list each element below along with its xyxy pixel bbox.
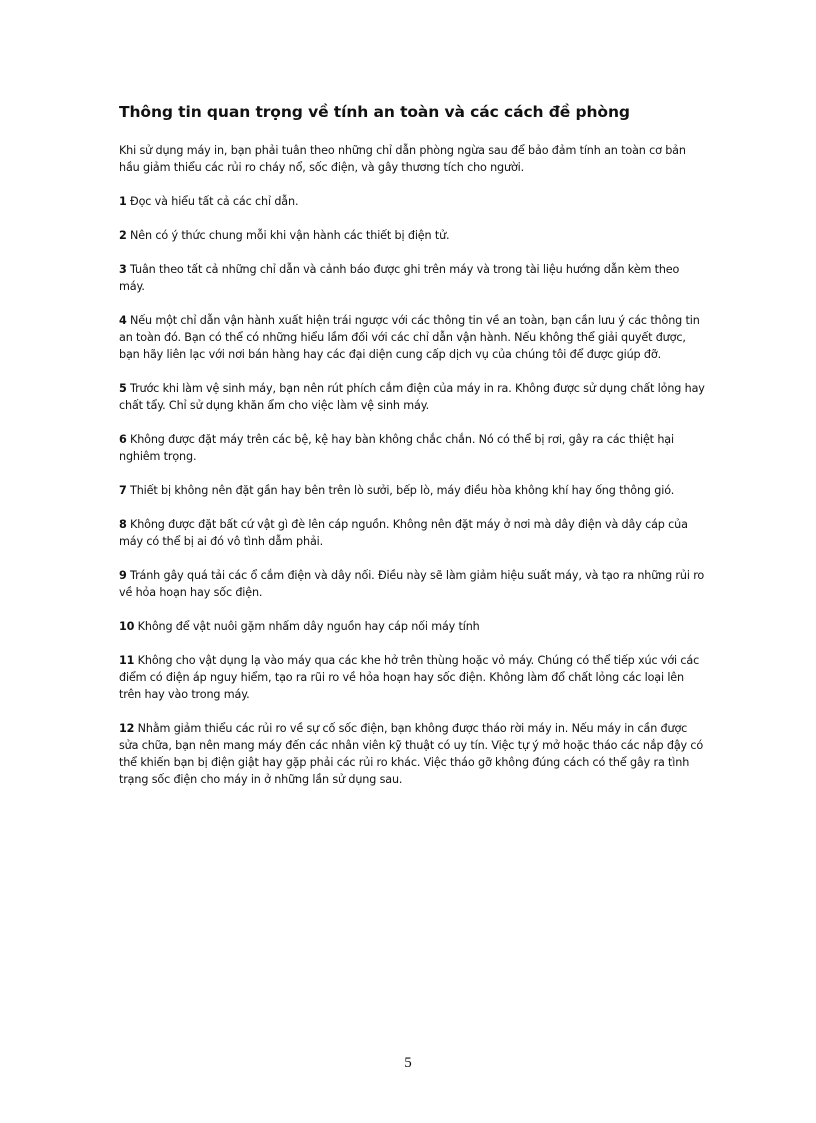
safety-item-8 xyxy=(119,516,705,550)
safety-item-7 xyxy=(119,482,705,499)
safety-item-6 xyxy=(119,431,705,465)
item-text: Tuân theo tất cả những chỉ dẫn và cảnh báo được ghi trên máy và trong tài liệu hướng dẫn kèm theo máy. xyxy=(119,263,680,293)
item-text: Nhằm giảm thiểu các rủi ro về sự cố sốc điện, bạn không được tháo rời máy in. Nếu máy in cần được sửa chữa, bạn nên mang máy đến các nhân viên kỹ thuật có uy tín. Việc tự ý mở hoặc tháo các nắp đậy có thể khiến bạn bị điện giật hay gặp phải các rủi ro khác. Việc tháo gỡ không đúng cách có thể gây ra tình trạng sốc điện cho máy in ở những lần sử dụng sau. xyxy=(119,722,704,786)
item-text: Không được đặt bất cứ vật gì đè lên cáp nguồn. Không nên đặt máy ở nơi mà dây điện và dây cáp của máy có thể bị ai đó vô tình dẫm phải. xyxy=(119,518,688,548)
item-number: 7 xyxy=(119,484,127,497)
safety-item-2 xyxy=(119,227,705,244)
item-text: Không để vật nuôi gặm nhấm dây nguồn hay cáp nối máy tính xyxy=(134,620,480,633)
page-number: 5 xyxy=(404,1055,412,1071)
item-number: 2 xyxy=(119,229,127,242)
item-number: 6 xyxy=(119,433,127,446)
item-number: 11 xyxy=(119,654,135,667)
safety-item-1 xyxy=(119,193,705,210)
item-number: 10 xyxy=(119,620,135,633)
item-number: 3 xyxy=(119,263,127,276)
item-number: 4 xyxy=(119,314,127,327)
item-number: 1 xyxy=(119,195,127,208)
item-text: Trước khi làm vệ sinh máy, bạn nên rút phích cắm điện của máy in ra. Không được sử dụng chất lỏng hay chất tẩy. Chỉ sử dụng khăn ẩm cho việc làm vệ sinh máy. xyxy=(119,382,705,412)
safety-item-11 xyxy=(119,652,705,703)
item-text: Đọc và hiểu tất cả các chỉ dẫn. xyxy=(126,195,299,208)
item-text: Không được đặt máy trên các bệ, kệ hay bàn không chắc chắn. Nó có thể bị rơi, gây ra các thiệt hại nghiêm trọng. xyxy=(119,433,674,463)
item-number: 9 xyxy=(119,569,127,582)
safety-item-3 xyxy=(119,261,705,295)
item-number: 5 xyxy=(119,382,127,395)
item-text: Thiết bị không nên đặt gần hay bên trên lò sưởi, bếp lò, máy điều hòa không khí hay ống thông gió. xyxy=(126,484,675,497)
safety-item-12 xyxy=(119,720,705,788)
intro-paragraph: Khi sử dụng máy in, bạn phải tuân theo những chỉ dẫn phòng ngừa sau để bảo đảm tính an toàn cơ bản hầu giảm thiểu các rủi ro cháy nổ, sốc điện, và gây thương tích cho người. xyxy=(119,144,686,174)
page-title: Thông tin quan trọng về tính an toàn và các cách đề phòng xyxy=(119,103,630,121)
item-text: Nếu một chỉ dẫn vận hành xuất hiện trái ngược với các thông tin về an toàn, bạn cần lưu ý các thông tin an toàn đó. Bạn có thể có những hiểu lầm đối với các chỉ dẫn vận hành. Nếu không thể giải quyết được, bạn hãy liên lạc với nơi bán hàng hay các đại diện cung cấp dịch vụ của chúng tôi để được giúp đỡ. xyxy=(119,314,700,361)
item-number: 8 xyxy=(119,518,127,531)
safety-item-5 xyxy=(119,380,705,414)
safety-item-9 xyxy=(119,567,705,601)
document-body xyxy=(119,102,705,805)
item-number: 12 xyxy=(119,722,135,735)
item-text: Nên có ý thức chung mỗi khi vận hành các thiết bị điện tử. xyxy=(126,229,450,242)
item-text: Không cho vật dụng lạ vào máy qua các khe hở trên thùng hoặc vỏ máy. Chúng có thể tiếp xúc với các điểm có điện áp nguy hiểm, tạo ra rũi ro về hỏa hoạn hay sốc điện. Không làm đổ chất lỏng các loại lên trên hay vào trong máy. xyxy=(119,654,700,701)
item-text: Tránh gây quá tải các ổ cắm điện và dây nối. Điều này sẽ làm giảm hiệu suất máy, và tạo ra những rủi ro về hỏa hoạn hay sốc điện. xyxy=(119,569,705,599)
safety-item-10 xyxy=(119,618,705,635)
safety-item-4 xyxy=(119,312,705,363)
